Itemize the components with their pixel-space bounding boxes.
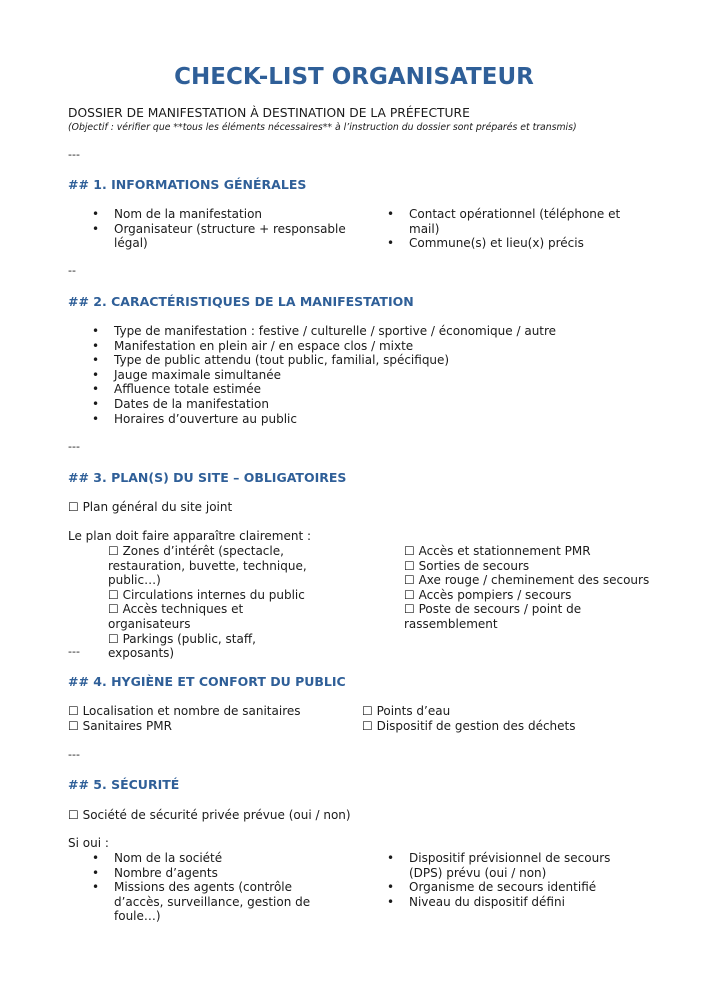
section-1-heading: ## 1. INFORMATIONS GÉNÉRALES [68,177,307,192]
checkbox-item[interactable]: ☐ Localisation et nombre de sanitaires [68,704,301,718]
separator: --- [68,645,80,658]
list-item: • Dates de la manifestation [92,397,652,412]
s1-left-list [92,207,352,251]
section-5-heading: ## 5. SÉCURITÉ [68,777,180,792]
list-item: • Type de manifestation : festive / culturelle / sportive / économique / autre [92,324,652,339]
checkbox-item[interactable]: ☐ Poste de secours / point de rassemblement [404,602,582,631]
checkbox-item[interactable]: ☐ Sanitaires PMR [68,718,172,733]
list-item: • Nom de la société [92,851,342,866]
s5-right-list [387,851,642,909]
s1-right-list [387,207,632,251]
s2-list [92,324,652,426]
separator: --- [68,440,80,453]
checkbox-item[interactable]: ☐ Points d’eau [362,704,451,718]
list-item: • Nom de la manifestation [92,207,352,222]
list-item: • Organisateur (structure + responsable légal) [92,222,352,251]
list-item: • Horaires d’ouverture au public [92,412,652,427]
list-item: • Missions des agents (contrôle d’accès, surveillance, gestion de foule…) [92,880,342,924]
if-yes-label: Si oui : [68,836,109,850]
checkbox-item[interactable]: ☐ Dispositif de gestion des déchets [362,718,576,733]
objective: (Objectif : vérifier que **tous les éléments nécessaires** à l’instruction du dossier sont préparés et transmis) [68,122,577,133]
checkbox-item[interactable]: ☐ Accès techniques et organisateurs [108,602,244,631]
list-item: • Type de public attendu (tout public, familial, spécifique) [92,353,652,368]
checkbox-item[interactable]: ☐ Circulations internes du public [108,587,305,602]
section-3-heading: ## 3. PLAN(S) DU SITE – OBLIGATOIRES [68,470,347,485]
list-item: • Commune(s) et lieu(x) précis [387,236,632,251]
separator: -- [68,264,76,277]
checkbox-item[interactable]: ☐ Parkings (public, staff, exposants) [108,631,256,661]
list-item: • Contact opérationnel (téléphone et mail) [387,207,632,236]
separator: --- [68,148,80,161]
list-item: • Niveau du dispositif défini [387,895,642,910]
list-item: • Manifestation en plein air / en espace clos / mixte [92,339,652,354]
list-item: • Nombre d’agents [92,866,342,881]
checkbox-plan-general[interactable]: ☐ Plan général du site joint [68,500,233,514]
section-2-heading: ## 2. CARACTÉRISTIQUES DE LA MANIFESTATION [68,294,414,309]
checkbox-item[interactable]: ☐ Sorties de secours [404,558,530,573]
s5-left-list [92,851,342,924]
checkbox-private-security[interactable]: ☐ Société de sécurité privée prévue (oui / non) [68,808,351,822]
section-4-heading: ## 4. HYGIÈNE ET CONFORT DU PUBLIC [68,674,346,689]
checkbox-item[interactable]: ☐ Accès et stationnement PMR [404,544,591,558]
list-item: • Affluence totale estimée [92,382,652,397]
plan-intro: Le plan doit faire apparaître clairement : [68,529,312,543]
checkbox-item[interactable]: ☐ Zones d’intérêt (spectacle, restauration, buvette, technique, public…) [108,544,307,588]
list-item: • Organisme de secours identifié [387,880,642,895]
checkbox-item[interactable]: ☐ Accès pompiers / secours [404,587,572,602]
list-item: • Dispositif prévisionnel de secours (DPS) prévu (oui / non) [387,851,642,880]
list-item: • Jauge maximale simultanée [92,368,652,383]
separator: --- [68,748,80,761]
checkbox-item[interactable]: ☐ Axe rouge / cheminement des secours [404,573,650,588]
page-title: CHECK-LIST ORGANISATEUR [174,64,534,90]
subtitle: DOSSIER DE MANIFESTATION À DESTINATION DE LA PRÉFECTURE [68,106,470,120]
